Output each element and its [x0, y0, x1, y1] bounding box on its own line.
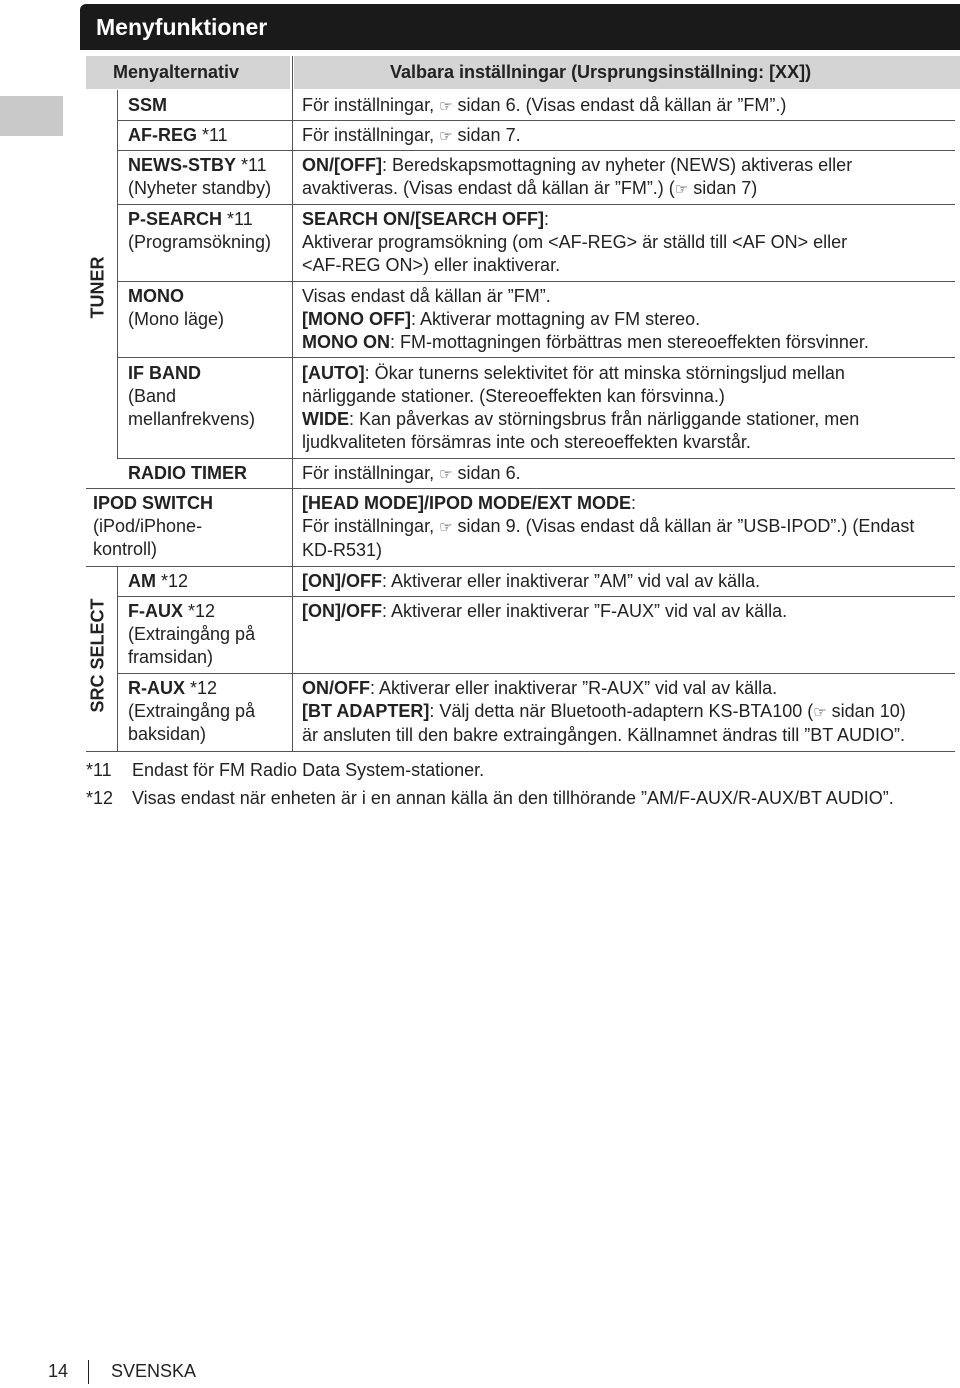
setting-text: Visas endast då källan är ”FM”.: [302, 286, 551, 306]
setting-news-stby: [302, 154, 852, 201]
setting-text: KD-R531): [302, 540, 383, 560]
menu-item-name: NEWS-STBY: [128, 155, 236, 175]
pointing-hand-icon: ☞: [674, 181, 689, 198]
setting-option: ON/[OFF]: [302, 155, 382, 175]
footnote-mark: *12: [86, 788, 114, 808]
setting-text: sidan 6.: [452, 463, 521, 483]
menu-item-ssm: [128, 94, 167, 117]
setting-text: : Aktiverar mottagning av FM stereo.: [410, 309, 701, 329]
menu-item-subtitle: (iPod/iPhone-: [93, 516, 203, 536]
menu-item-subtitle: kontroll): [93, 539, 158, 559]
footer-divider: [88, 1360, 89, 1384]
setting-text: sidan 10): [826, 701, 906, 721]
footnote-ref: *12: [156, 571, 189, 591]
pointing-hand-icon: ☞: [439, 98, 453, 115]
menu-item-subtitle: mellanfrekvens): [128, 409, 256, 429]
menu-item-subtitle: (Extraingång på: [128, 624, 256, 644]
setting-text: : Ökar tunerns selektivitet för att minska störningsljud mellan: [364, 363, 845, 383]
group-divider: [117, 567, 118, 751]
pointing-hand-icon: ☞: [439, 128, 453, 145]
menu-item-mono: [128, 285, 224, 331]
setting-text: sidan 9. (Visas endast då källan är ”USB-IPOD”.) (Endast: [452, 516, 915, 536]
setting-ipod-switch: [302, 492, 914, 562]
footnote-ref: *11: [197, 125, 228, 145]
row-divider: [117, 458, 955, 459]
setting-text: : Kan påverkas av störningsbrus från närliggande stationer, men: [349, 409, 860, 429]
footnotes: [86, 756, 894, 812]
setting-option: [AUTO]: [302, 363, 365, 383]
menu-item-name: IPOD SWITCH: [93, 493, 213, 513]
setting-text: ljudkvaliteten försämras inte och stereoeffekten kvarstår.: [302, 432, 751, 452]
setting-text: Aktiverar programsökning (om <AF-REG> är ställd till <AF ON> eller: [302, 232, 848, 252]
row-divider: [117, 357, 955, 358]
setting-ssm: [302, 94, 786, 118]
menu-item-subtitle: (Extraingång på: [128, 701, 256, 721]
menu-item-subtitle: (Band: [128, 386, 177, 406]
menu-item-name: RADIO TIMER: [128, 463, 247, 483]
setting-af-reg: [302, 124, 521, 148]
group-divider: [117, 90, 118, 458]
menu-item-name: MONO: [128, 286, 184, 306]
header-menu-items: [86, 56, 290, 89]
setting-text: <AF-REG ON>) eller inaktiverar.: [302, 255, 561, 275]
pointing-hand-icon: ☞: [439, 466, 453, 483]
setting-option: ON/OFF: [302, 678, 370, 698]
footnote-text: Visas endast när enheten är i en annan källa än den tillhörande ”AM/F-AUX/R-AUX/BT AUDIO”.: [132, 788, 894, 808]
setting-f-aux: [302, 600, 787, 623]
header-settings: [294, 56, 960, 89]
row-divider: [86, 566, 955, 567]
row-divider: [117, 596, 955, 597]
menu-item-if-band: [128, 362, 255, 431]
setting-option: [HEAD MODE]/IPOD MODE/EXT MODE: [302, 493, 632, 513]
menu-item-subtitle: framsidan): [128, 647, 214, 667]
setting-text: sidan 7.: [452, 125, 521, 145]
setting-text: avaktiveras. (Visas endast då källan är ”FM”.) (: [302, 178, 675, 198]
setting-text: För inställningar,: [302, 463, 440, 483]
menu-item-p-search: [128, 208, 271, 254]
setting-option: SEARCH ON/[SEARCH OFF]: [302, 209, 544, 229]
menu-item-name: SSM: [128, 95, 168, 115]
setting-option: MONO ON: [302, 332, 390, 352]
setting-text: För inställningar,: [302, 125, 440, 145]
footnote-ref: *12: [185, 678, 218, 698]
header-menu-items-label: Menyalternativ: [113, 62, 240, 82]
menu-item-subtitle: (Nyheter standby): [128, 178, 272, 198]
row-divider: [117, 281, 955, 282]
menu-item-name: R-AUX: [128, 678, 185, 698]
menu-item-subtitle: (Mono läge): [128, 309, 225, 329]
menu-item-name: AM: [128, 571, 156, 591]
menu-item-ipod-switch: [93, 492, 213, 561]
menu-item-news-stby: [128, 154, 271, 200]
page-number: 14: [48, 1361, 69, 1381]
setting-text: sidan 6. (Visas endast då källan är ”FM”.): [452, 95, 787, 115]
setting-text: : Välj detta när Bluetooth-adaptern KS-BTA100 (: [429, 701, 814, 721]
setting-text: För inställningar,: [302, 516, 440, 536]
menu-item-name: AF-REG: [128, 125, 197, 145]
header-settings-label: Valbara inställningar (Ursprungsinställning: [XX]): [390, 62, 812, 82]
footnote-mark: *11: [86, 760, 112, 780]
column-divider: [292, 56, 293, 752]
page-footer: [48, 1360, 196, 1384]
setting-option: [ON]/OFF: [302, 571, 382, 591]
setting-am: [302, 570, 760, 593]
menu-item-subtitle: baksidan): [128, 724, 207, 744]
setting-option: [ON]/OFF: [302, 601, 382, 621]
group-label-tuner: TUNER: [87, 256, 108, 319]
setting-r-aux: [302, 677, 906, 747]
setting-text: : Aktiverar eller inaktiverar ”AM” vid val av källa.: [381, 571, 761, 591]
setting-text: : Aktiverar eller inaktiverar ”F-AUX” vid val av källa.: [381, 601, 788, 621]
page-title: Menyfunktioner: [80, 4, 960, 50]
setting-text: sidan 7): [688, 178, 758, 198]
setting-text: : Beredskapsmottagning av nyheter (NEWS) aktiveras eller: [381, 155, 853, 175]
setting-text: :: [631, 493, 637, 513]
footnote-text: Endast för FM Radio Data System-stationer.: [132, 760, 485, 780]
row-divider: [117, 120, 955, 121]
setting-text: närliggande stationer. (Stereoeffekten kan försvinna.): [302, 386, 725, 406]
menu-item-name: IF BAND: [128, 363, 201, 383]
menu-item-name: P-SEARCH: [128, 209, 223, 229]
menu-item-name: F-AUX: [128, 601, 183, 621]
setting-text: : Aktiverar eller inaktiverar ”R-AUX” vid val av källa.: [370, 678, 778, 698]
menu-item-f-aux: [128, 600, 255, 669]
row-divider: [117, 673, 955, 674]
menu-item-radio-timer: [128, 462, 247, 485]
pointing-hand-icon: ☞: [439, 519, 453, 536]
setting-radio-timer: [302, 462, 521, 486]
setting-p-search: [302, 208, 847, 277]
table-bottom-border: [86, 751, 955, 752]
menu-item-r-aux: [128, 677, 255, 746]
footnote: [86, 784, 894, 812]
section-tab-marker: [0, 96, 63, 136]
setting-mono: [302, 285, 869, 354]
row-divider: [117, 204, 955, 205]
footnote-ref: *11: [222, 209, 253, 229]
setting-option: WIDE: [302, 409, 349, 429]
row-divider: [86, 488, 955, 489]
setting-text: :: [544, 209, 550, 229]
setting-text: är ansluten till den bakre extraingången. Källnamnet ändras till ”BT AUDIO”.: [302, 725, 905, 745]
footnote-ref: *11: [236, 155, 267, 175]
row-divider: [117, 150, 955, 151]
setting-text: För inställningar,: [302, 95, 440, 115]
setting-option: [BT ADAPTER]: [302, 701, 430, 721]
menu-item-subtitle: (Programsökning): [128, 232, 272, 252]
menu-item-af-reg: [128, 124, 228, 147]
pointing-hand-icon: ☞: [813, 704, 827, 721]
group-label-src-select: SRC SELECT: [87, 598, 108, 713]
footnote: [86, 756, 894, 784]
setting-text: : FM-mottagningen förbättras men stereoeffekten försvinner.: [390, 332, 869, 352]
setting-option: [MONO OFF]: [302, 309, 411, 329]
footnote-ref: *12: [183, 601, 216, 621]
language-label: SVENSKA: [111, 1361, 197, 1381]
setting-if-band: [302, 362, 859, 454]
menu-item-am: [128, 570, 188, 593]
